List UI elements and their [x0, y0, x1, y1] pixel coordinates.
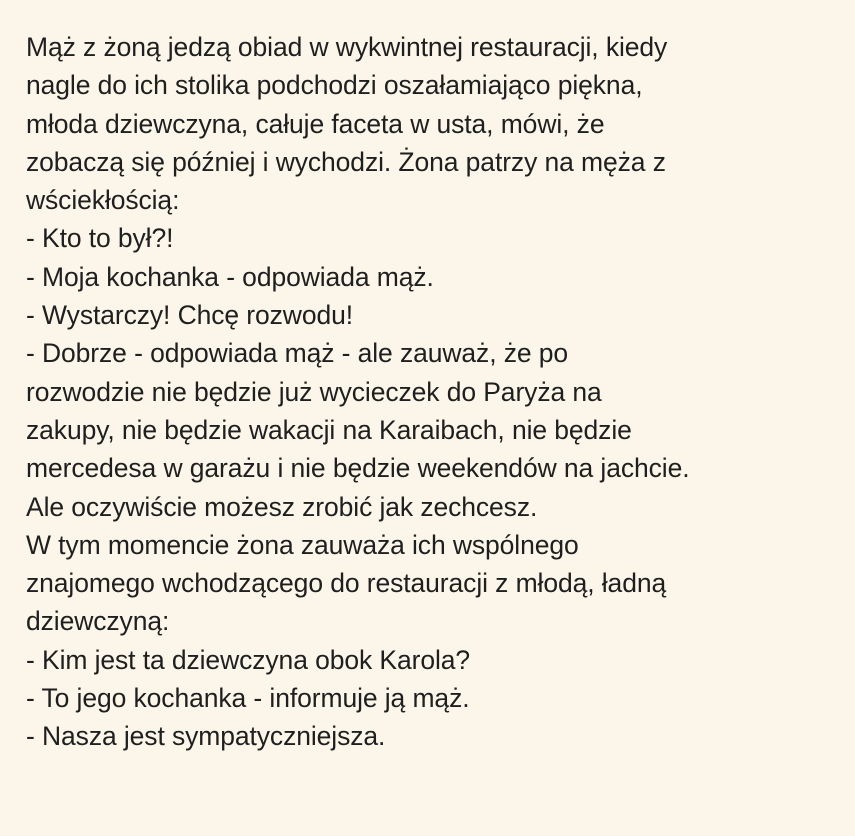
dialogue-line: - To jego kochanka - informuje ją mąż.: [26, 683, 470, 714]
joke-text: [26, 28, 837, 756]
dialogue-line: - Kto to był?!: [26, 223, 174, 254]
text-line: W tym momencie żona zauważa ich wspólnego: [26, 529, 579, 560]
dialogue-line: - Moja kochanka - odpowiada mąż.: [26, 261, 434, 292]
text-line: nagle do ich stolika podchodzi oszałamiająco piękna,: [26, 70, 643, 101]
dialogue-line: - Dobrze - odpowiada mąż - ale zauważ, że po: [26, 338, 569, 369]
text-line: Ale oczywiście możesz zrobić jak zechcesz.: [26, 491, 538, 522]
dialogue-line: - Wystarczy! Chcę rozwodu!: [26, 300, 354, 331]
dialogue-line: - Nasza jest sympatyczniejsza.: [26, 721, 386, 752]
text-line: zakupy, nie będzie wakacji na Karaibach, nie będzie: [26, 414, 632, 445]
text-line: młoda dziewczyna, całuje faceta w usta, mówi, że: [26, 108, 605, 139]
dialogue-line: - Kim jest ta dziewczyna obok Karola?: [26, 644, 471, 675]
text-line: zobaczą się później i wychodzi. Żona patrzy na męża z: [26, 146, 666, 177]
text-line: mercedesa w garażu i nie będzie weekendów na jachcie.: [26, 453, 690, 484]
text-line: wściekłością:: [26, 185, 180, 216]
text-line: znajomego wchodzącego do restauracji z młodą, ładną: [26, 568, 667, 599]
text-line: Mąż z żoną jedzą obiad w wykwintnej restauracji, kiedy: [26, 32, 668, 62]
text-line: dziewczyną:: [26, 606, 170, 637]
text-line: rozwodzie nie będzie już wycieczek do Paryża na: [26, 376, 602, 407]
